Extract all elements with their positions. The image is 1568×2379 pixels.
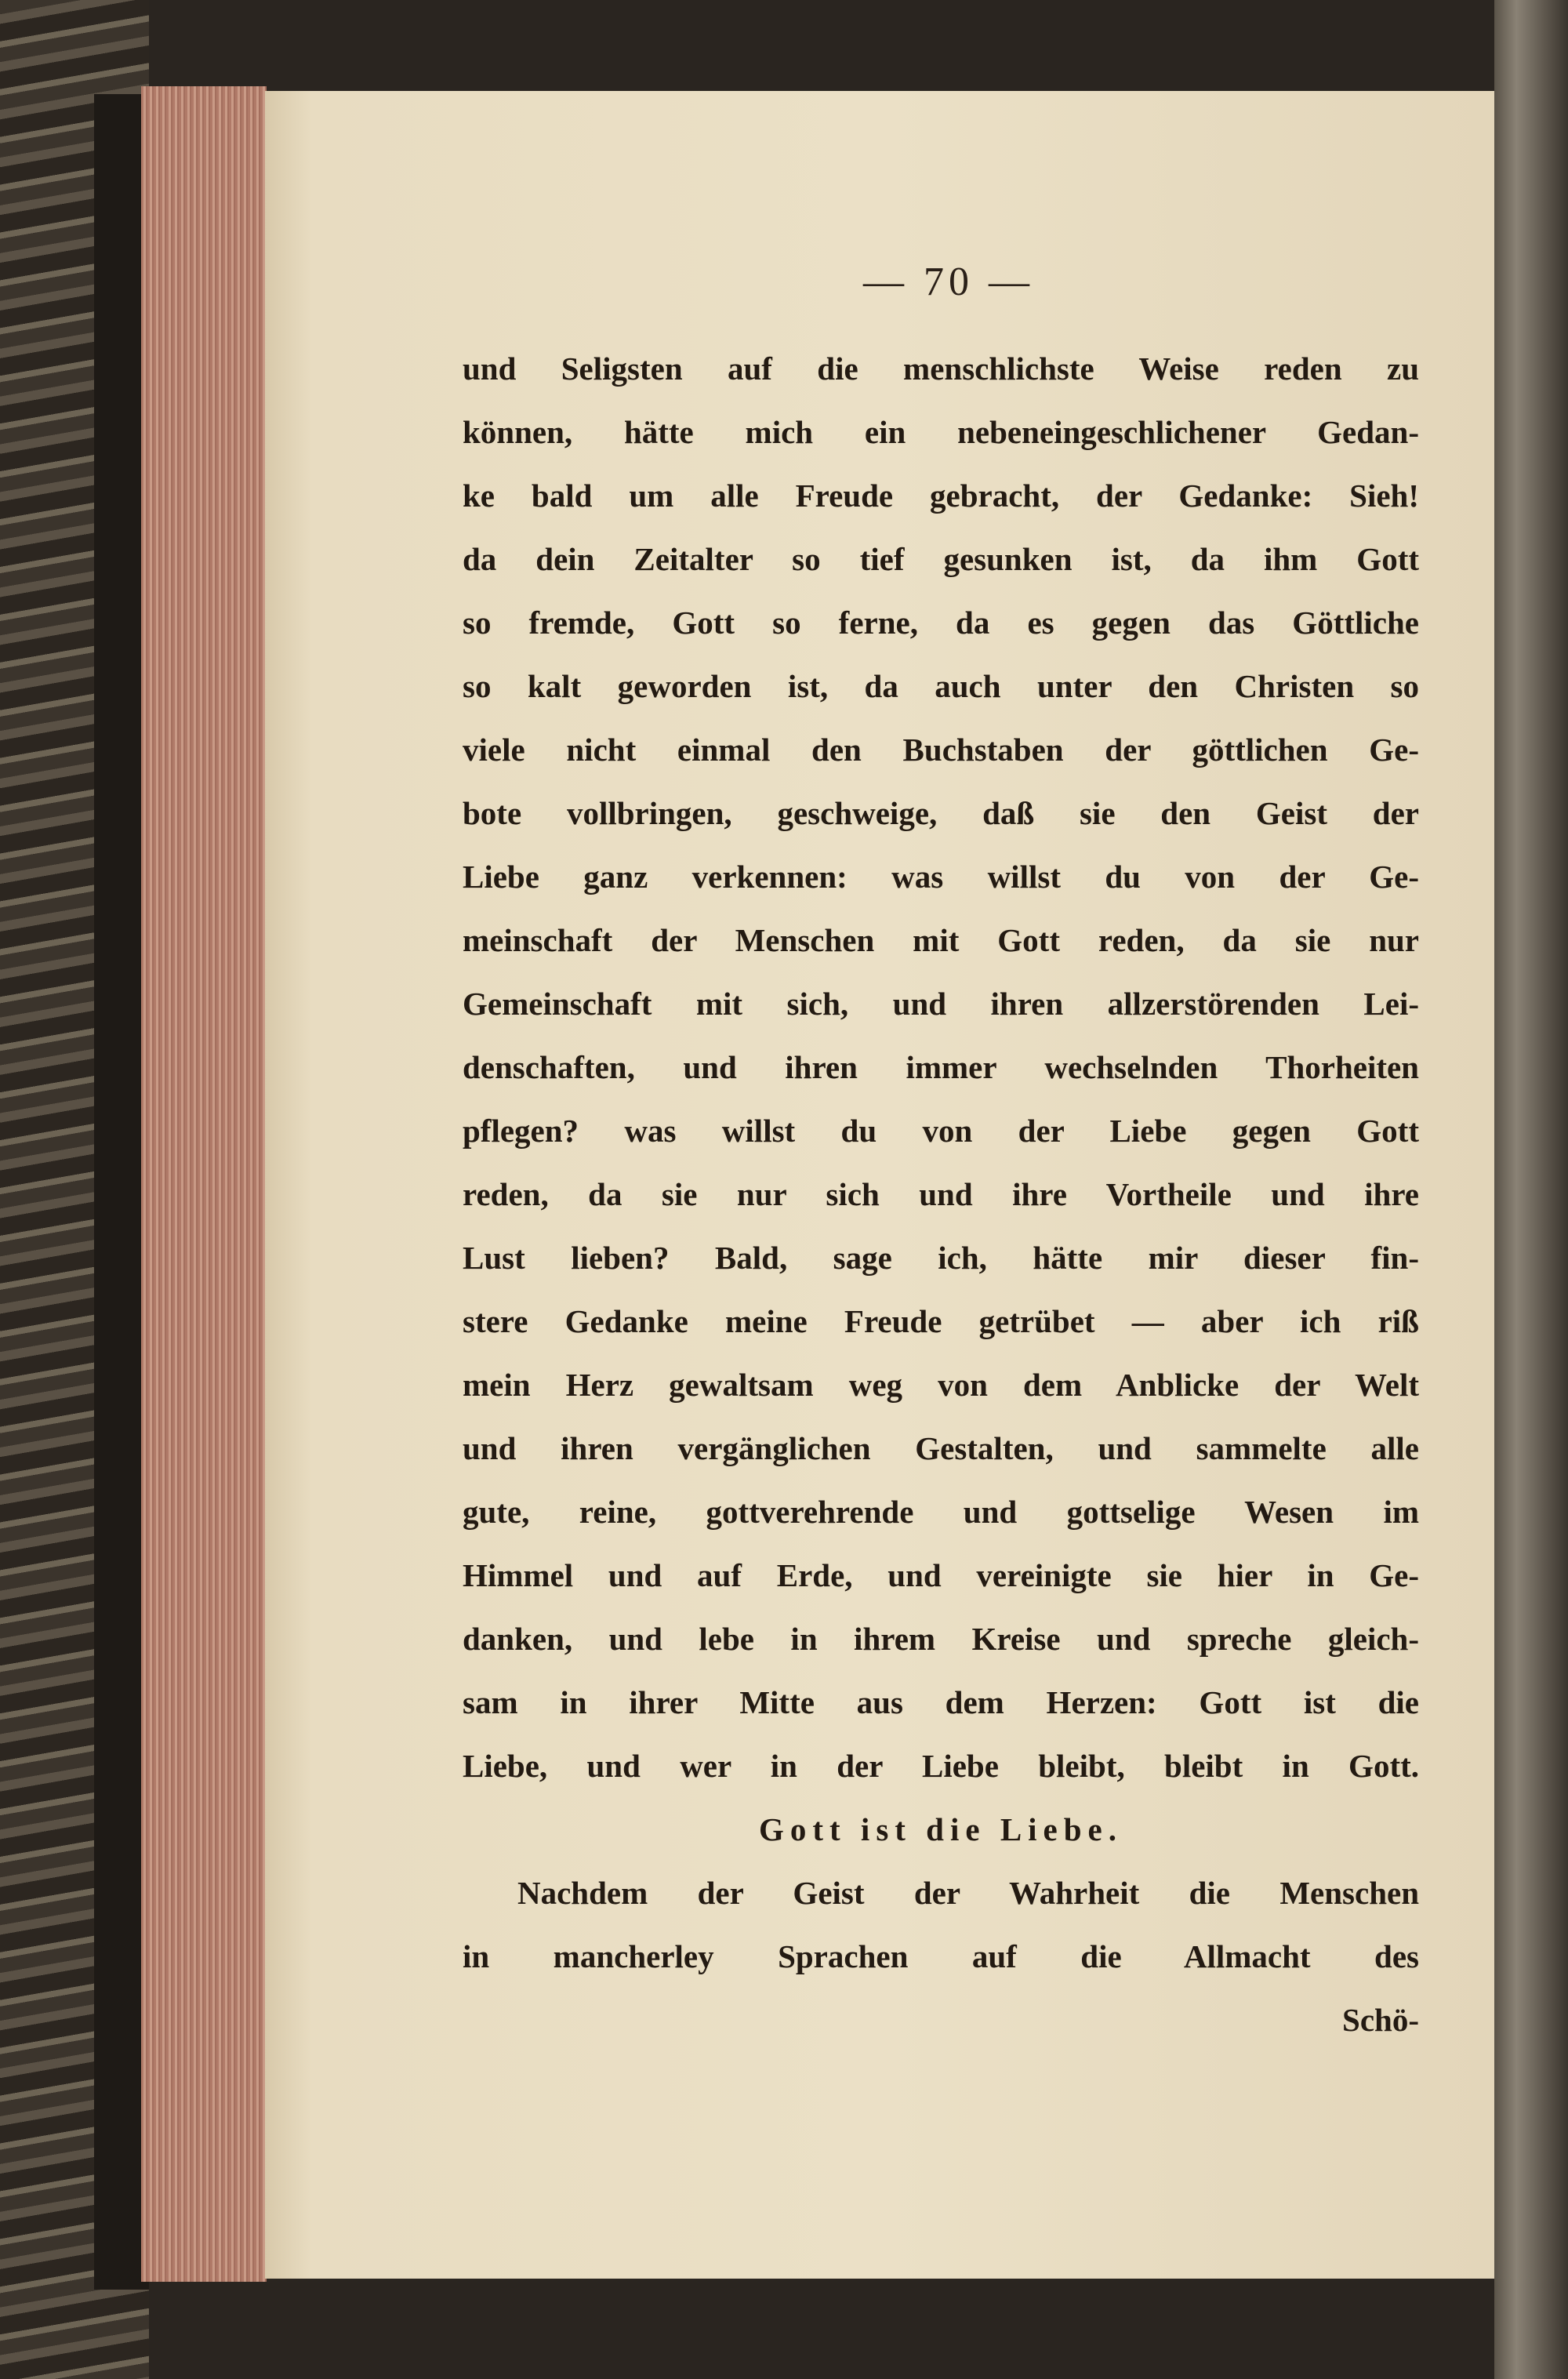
text-line: Lust lieben? Bald, sage ich, hätte mir dieser fin- (463, 1240, 1419, 1276)
text-line: können, hätte mich ein nebeneingeschlichener Gedan- (463, 414, 1419, 450)
text-line: da dein Zeitalter so tief gesunken ist, da ihm Gott (463, 541, 1419, 577)
text-line: mein Herz gewaltsam weg von dem Anblicke der Welt (463, 1367, 1419, 1403)
text-line: und Seligsten auf die menschlichste Weise reden zu (463, 350, 1419, 387)
background-right (1494, 0, 1568, 2379)
text-line: pflegen? was willst du von der Liebe gegen Gott (463, 1113, 1419, 1149)
text-line: Liebe ganz verkennen: was willst du von der Ge- (463, 859, 1419, 895)
text-line: viele nicht einmal den Buchstaben der göttlichen Ge- (463, 732, 1419, 768)
text-line: und ihren vergänglichen Gestalten, und sammelte alle (463, 1430, 1419, 1466)
text-line: denschaften, und ihren immer wechselnden Thorheiten (463, 1049, 1419, 1085)
text-line: sam in ihrer Mitte aus dem Herzen: Gott ist die (463, 1684, 1419, 1720)
text-line: bote vollbringen, geschweige, daß sie den Geist der (463, 795, 1419, 831)
text-line: Gemeinschaft mit sich, und ihren allzerstörenden Lei- (463, 986, 1419, 1022)
text-line: gute, reine, gottverehrende und gottselige Wesen im (463, 1494, 1419, 1530)
page-text (463, 337, 1419, 2052)
text-line: ke bald um alle Freude gebracht, der Gedanke: Sieh! (463, 478, 1419, 514)
text-line: so kalt geworden ist, da auch unter den Christen so (463, 668, 1419, 704)
catchword: Schö- (1342, 2002, 1419, 2038)
text-line: danken, und lebe in ihrem Kreise und spreche gleich- (463, 1621, 1419, 1657)
text-line: Liebe, und wer in der Liebe bleibt, bleibt in Gott. (463, 1748, 1419, 1784)
text-line: stere Gedanke meine Freude getrübet — aber ich riß (463, 1303, 1419, 1339)
section-heading: Gott ist die Liebe. (758, 1811, 1123, 1847)
text-line: in mancherley Sprachen auf die Allmacht des (463, 1938, 1419, 1974)
text-line: Nachdem der Geist der Wahrheit die Menschen (517, 1875, 1419, 1911)
text-line: so fremde, Gott so ferne, da es gegen das Göttliche (463, 605, 1419, 641)
text-line: meinschaft der Menschen mit Gott reden, da sie nur (463, 922, 1419, 958)
page-number: — 70 — (863, 260, 1034, 304)
text-line: Himmel und auf Erde, und vereinigte sie hier in Ge- (463, 1557, 1419, 1593)
text-line: reden, da sie nur sich und ihre Vortheile und ihre (463, 1176, 1419, 1212)
page-edges (141, 86, 267, 2282)
